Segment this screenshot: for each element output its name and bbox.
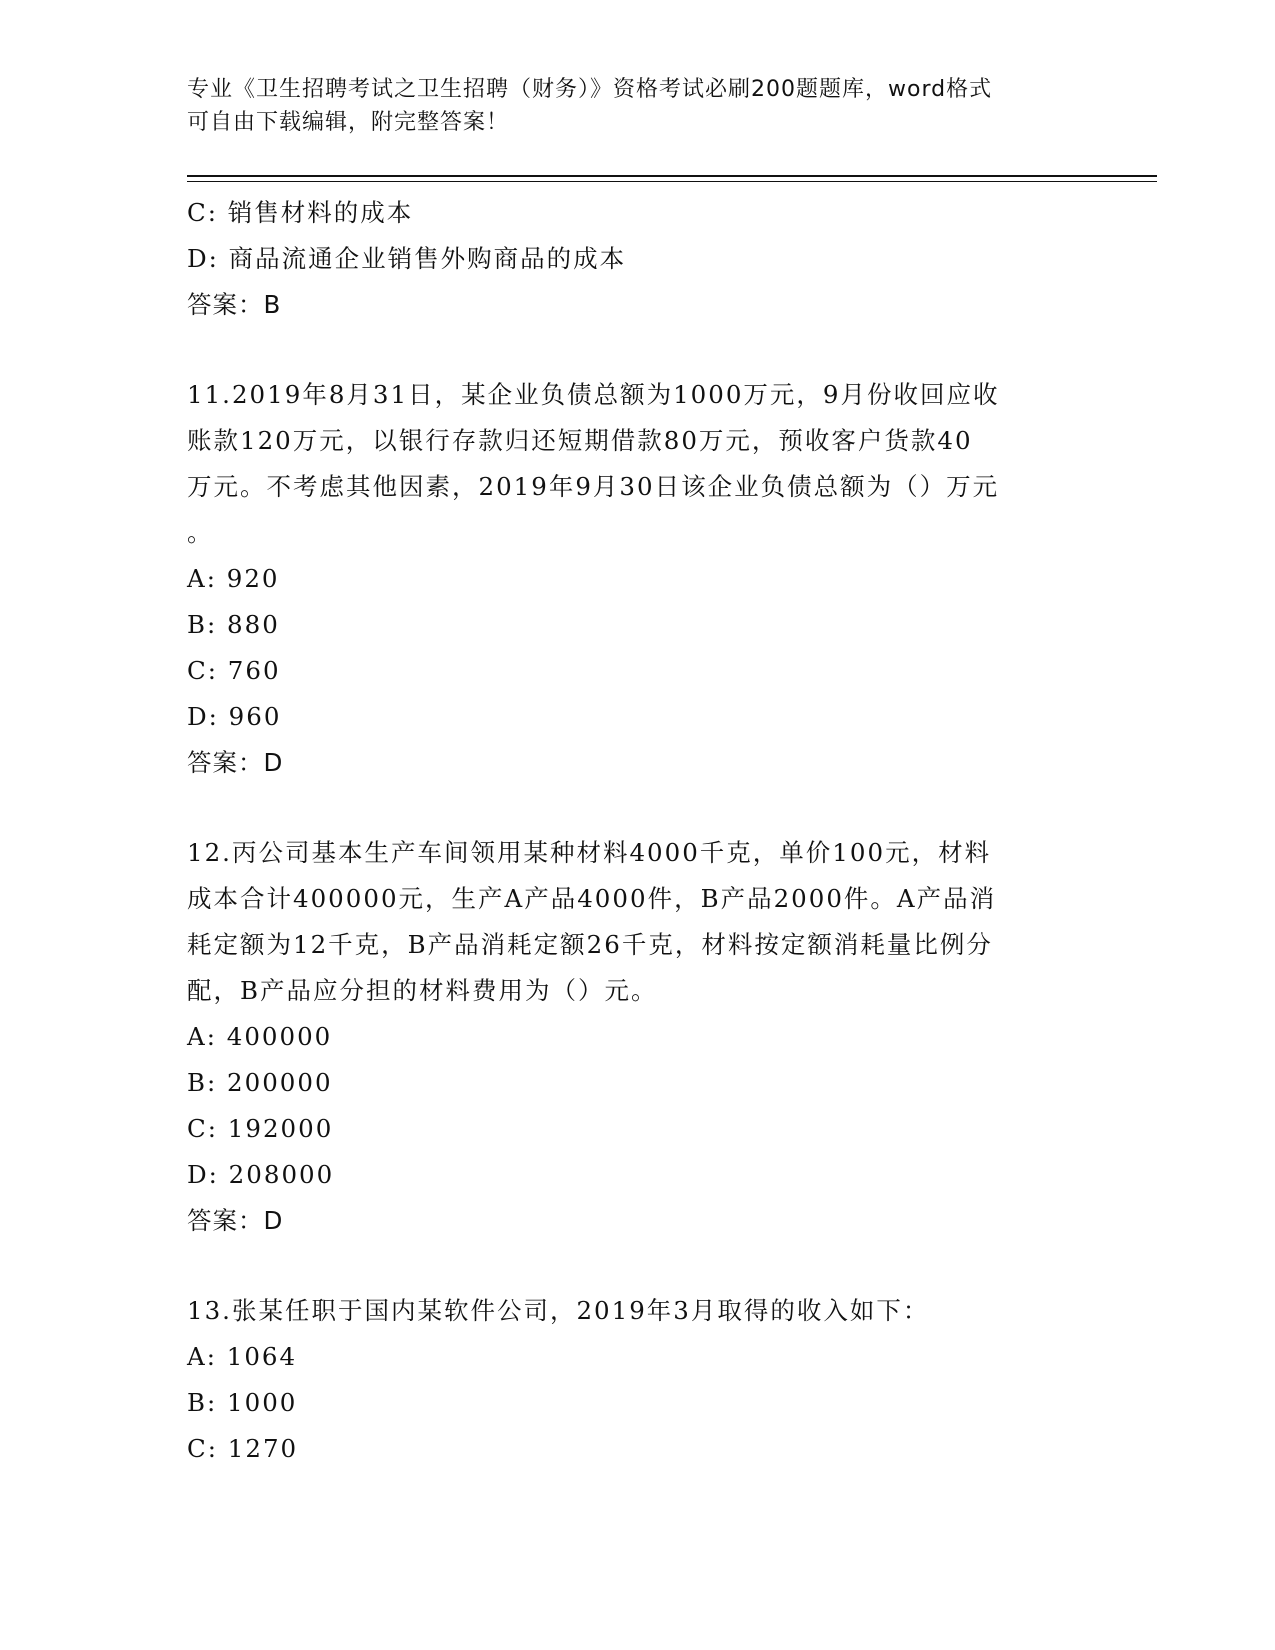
option-c: C: 1270 (187, 1434, 299, 1463)
question-11 (187, 372, 1087, 786)
document-header (187, 73, 1087, 139)
question-text-line: 11.2019年8月31日，某企业负债总额为1000万元，9月份收回应收 (187, 380, 1000, 409)
answer-line: 答案：D (187, 748, 284, 777)
spacer (187, 786, 1087, 830)
option-a: A: 1064 (187, 1342, 298, 1371)
question-text-line: 成本合计400000元，生产A产品4000件，B产品2000件。A产品消 (187, 884, 997, 913)
option-b: B: 200000 (187, 1068, 333, 1097)
question-text-line: 万元。不考虑其他因素，2019年9月30日该企业负债总额为（）万元 (187, 472, 1000, 501)
header-line-2: 可自由下载编辑，附完整答案！ (187, 110, 510, 135)
question-text-line: 13.张某任职于国内某软件公司，2019年3月取得的收入如下： (187, 1296, 930, 1325)
question-text-line: 12.丙公司基本生产车间领用某种材料4000千克，单价100元，材料 (187, 838, 992, 867)
question-body (187, 190, 1087, 1472)
option-a: A: 920 (187, 564, 280, 593)
header-divider-thick (187, 175, 1157, 177)
option-c: C: 销售材料的成本 (187, 198, 414, 227)
question-10-tail (187, 190, 1087, 328)
option-a: A: 400000 (187, 1022, 333, 1051)
option-c: C: 760 (187, 656, 281, 685)
header-line-1: 专业《卫生招聘考试之卫生招聘（财务）》资格考试必刷200题题库，word格式 (187, 77, 993, 102)
option-d: D: 960 (187, 702, 282, 731)
question-12 (187, 830, 1087, 1244)
question-text-line: 。 (187, 518, 214, 547)
option-b: B: 880 (187, 610, 280, 639)
option-b: B: 1000 (187, 1388, 298, 1417)
question-13 (187, 1288, 1087, 1472)
answer-line: 答案：B (187, 290, 282, 319)
answer-line: 答案：D (187, 1206, 284, 1235)
question-text-line: 配，B产品应分担的材料费用为（）元。 (187, 976, 658, 1005)
question-text-line: 耗定额为12千克，B产品消耗定额26千克，材料按定额消耗量比例分 (187, 930, 993, 959)
option-c: C: 192000 (187, 1114, 334, 1143)
spacer (187, 1244, 1087, 1288)
header-divider-thin (187, 181, 1157, 182)
option-d: D: 商品流通企业销售外购商品的成本 (187, 244, 627, 273)
question-text-line: 账款120万元，以银行存款归还短期借款80万元，预收客户货款40 (187, 426, 973, 455)
spacer (187, 328, 1087, 372)
option-d: D: 208000 (187, 1160, 335, 1189)
